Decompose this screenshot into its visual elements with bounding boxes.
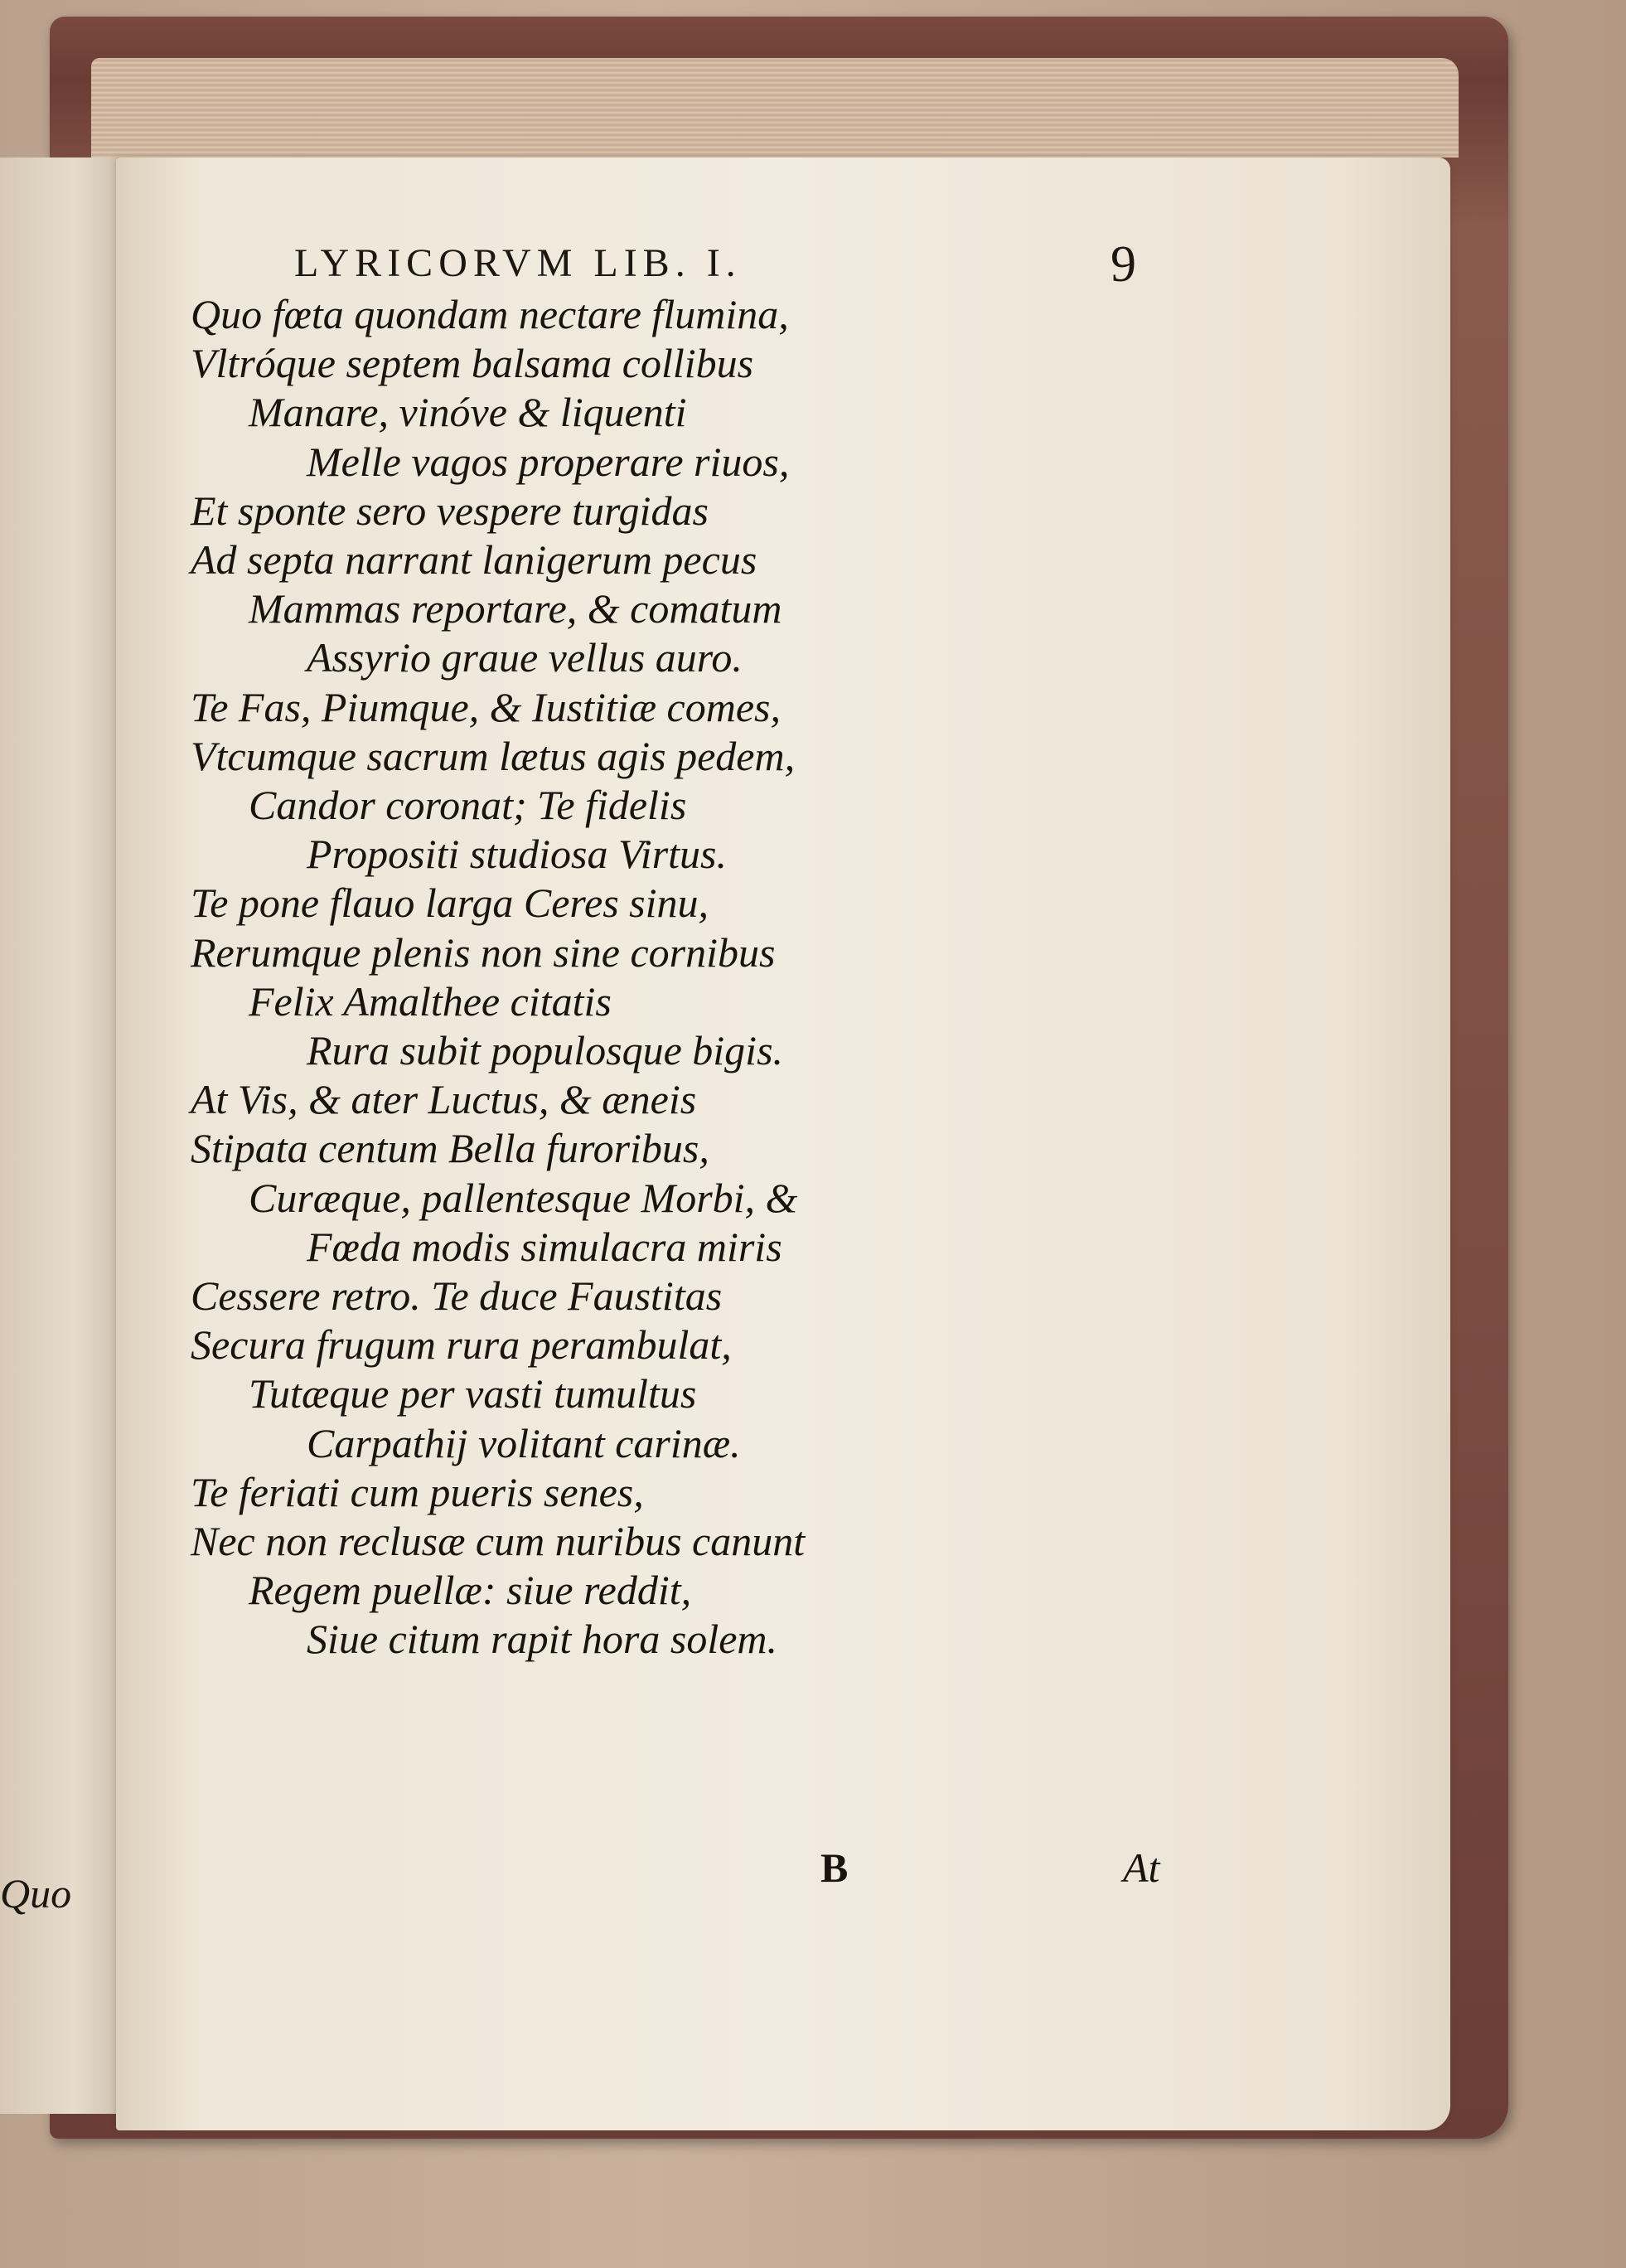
poem-line: Quo fœta quondam nectare flumina, bbox=[191, 291, 789, 337]
poem-line: Siue citum rapit hora solem. bbox=[307, 1616, 778, 1663]
poem-line: At Vis, & ater Luctus, & æneis bbox=[191, 1076, 697, 1123]
poem-line: Te pone flauo larga Ceres sinu, bbox=[191, 880, 709, 927]
poem-line: Te feriati cum pueris senes, bbox=[191, 1468, 644, 1515]
poem-line: Fœda modis simulacra miris bbox=[307, 1223, 782, 1270]
poem-line: Rerumque plenis non sine cornibus bbox=[191, 928, 776, 976]
poem-line: Vtcumque sacrum lætus agis pedem, bbox=[191, 732, 796, 779]
poem-line: Vltróque septem balsama collibus bbox=[191, 340, 754, 387]
page-number: 9 bbox=[1111, 236, 1136, 293]
poem-line: Carpathij volitant carinæ. bbox=[307, 1419, 741, 1466]
poem-line: Stipata centum Bella furoribus, bbox=[191, 1125, 709, 1172]
poem-line: Assyrio graue vellus auro. bbox=[307, 634, 743, 681]
catchword: At bbox=[1123, 1844, 1160, 1891]
poem-line: Curæque, pallentesque Morbi, & bbox=[249, 1174, 798, 1221]
poem-line: Melle vagos properare riuos, bbox=[307, 438, 790, 485]
poem-line: Mammas reportare, & comatum bbox=[249, 585, 782, 632]
poem-line: Tutæque per vasti tumultus bbox=[249, 1370, 697, 1418]
poem-line: Te Fas, Piumque, & Iustitiæ comes, bbox=[191, 683, 782, 730]
poem-line: Propositi studiosa Virtus. bbox=[307, 831, 728, 878]
signature-mark: B bbox=[820, 1844, 849, 1891]
facing-page-catchword: Quo bbox=[0, 1870, 72, 1917]
poem-line: Secura frugum rura perambulat, bbox=[191, 1321, 732, 1369]
poem-line: Et sponte sero vespere turgidas bbox=[191, 487, 709, 534]
poem-line: Cessere retro. Te duce Faustitas bbox=[191, 1272, 723, 1319]
poem-line: Felix Amalthee citatis bbox=[249, 977, 612, 1025]
poem-line: Nec non reclusæ cum nuribus canunt bbox=[191, 1518, 806, 1564]
poem-line: Candor coronat; Te fidelis bbox=[249, 782, 687, 828]
poem-line: Manare, vinóve & liquenti bbox=[249, 389, 687, 436]
poem-line: Regem puellæ: siue reddit, bbox=[249, 1567, 692, 1614]
running-head-title: LYRICORVM LIB. I. bbox=[294, 241, 742, 285]
poem-line: Rura subit populosque bigis. bbox=[307, 1027, 784, 1073]
poem-line: Ad septa narrant lanigerum pecus bbox=[191, 536, 757, 583]
